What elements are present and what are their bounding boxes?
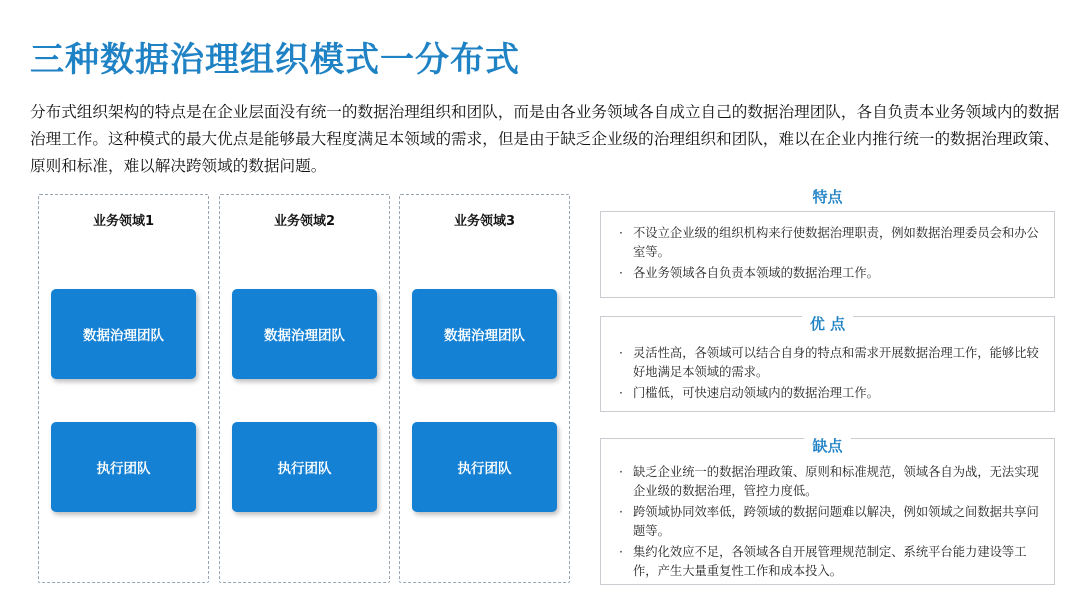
- data-governance-team-block: 数据治理团队: [232, 289, 377, 379]
- disadvantages-heading: 缺点: [804, 437, 850, 455]
- domain-title: 业务领域3: [453, 214, 516, 229]
- disadvantages-card: [600, 438, 1055, 585]
- intro-paragraph: 分布式组织架构的特点是在企业层面没有统一的数据治理组织和团队，而是由各业务领域各自成立自己的数据治理团队，各自负责本业务领域内的数据治理工作。这种模式的最大优点是能够最大程度满足本领域的需求，但是由于缺乏企业级的治理组织和团队，难以在企业内推行统一的数据治理政策、原则和标准，难以解决跨领域的数据问题。: [30, 103, 1060, 175]
- domain-title: 业务领域2: [273, 214, 336, 229]
- business-domain-1: [38, 194, 209, 583]
- list-item: [611, 344, 1044, 382]
- features-list: [611, 224, 1044, 283]
- advantage-text: 灵活性高，各领域可以结合自身的特点和需求开展数据治理工作，能够比较好地满足本领域的需求。: [633, 346, 1039, 379]
- execution-team-block: 执行团队: [232, 422, 377, 512]
- advantage-text: 门槛低，可快速启动领域内的数据治理工作。: [633, 386, 879, 400]
- execution-team-block: 执行团队: [51, 422, 196, 512]
- business-domain-2: [219, 194, 390, 583]
- bullet-icon: ·: [619, 505, 623, 519]
- list-item: [611, 463, 1044, 501]
- bullet-icon: ·: [619, 545, 623, 559]
- features-card: [600, 188, 1055, 298]
- bullet-icon: ·: [619, 346, 623, 360]
- bullet-icon: ·: [619, 266, 623, 280]
- list-item: [611, 503, 1044, 541]
- list-item: [611, 543, 1044, 581]
- advantages-heading: 优 点: [802, 315, 853, 333]
- data-governance-team-block: 数据治理团队: [51, 289, 196, 379]
- disadvantage-text: 缺乏企业统一的数据治理政策、原则和标准规范，领域各自为战，无法实现企业级的数据治理，管控力度低。: [633, 465, 1039, 498]
- bullet-icon: ·: [619, 226, 623, 240]
- bullet-icon: ·: [619, 386, 623, 400]
- advantages-card: [600, 316, 1055, 412]
- business-domain-3: [399, 194, 570, 583]
- features-heading: 特点: [804, 188, 850, 206]
- feature-text: 各业务领域各自负责本领域的数据治理工作。: [633, 266, 879, 280]
- execution-team-block: 执行团队: [412, 422, 557, 512]
- page-title: 三种数据治理组织模式一分布式: [30, 40, 520, 80]
- bullet-icon: ·: [619, 465, 623, 479]
- disadvantages-list: [611, 463, 1044, 581]
- list-item: [611, 264, 1044, 283]
- advantages-list: [611, 344, 1044, 403]
- data-governance-team-block: 数据治理团队: [412, 289, 557, 379]
- disadvantage-text: 集约化效应不足，各领域各自开展管理规范制定、系统平台能力建设等工作，产生大量重复性工作和成本投入。: [633, 545, 1027, 578]
- disadvantage-text: 跨领域协同效率低，跨领域的数据问题难以解决，例如领域之间数据共享问题等。: [633, 505, 1039, 538]
- feature-text: 不设立企业级的组织机构来行使数据治理职责，例如数据治理委员会和办公室等。: [633, 226, 1039, 259]
- list-item: [611, 384, 1044, 403]
- list-item: [611, 224, 1044, 262]
- domain-title: 业务领域1: [92, 214, 155, 229]
